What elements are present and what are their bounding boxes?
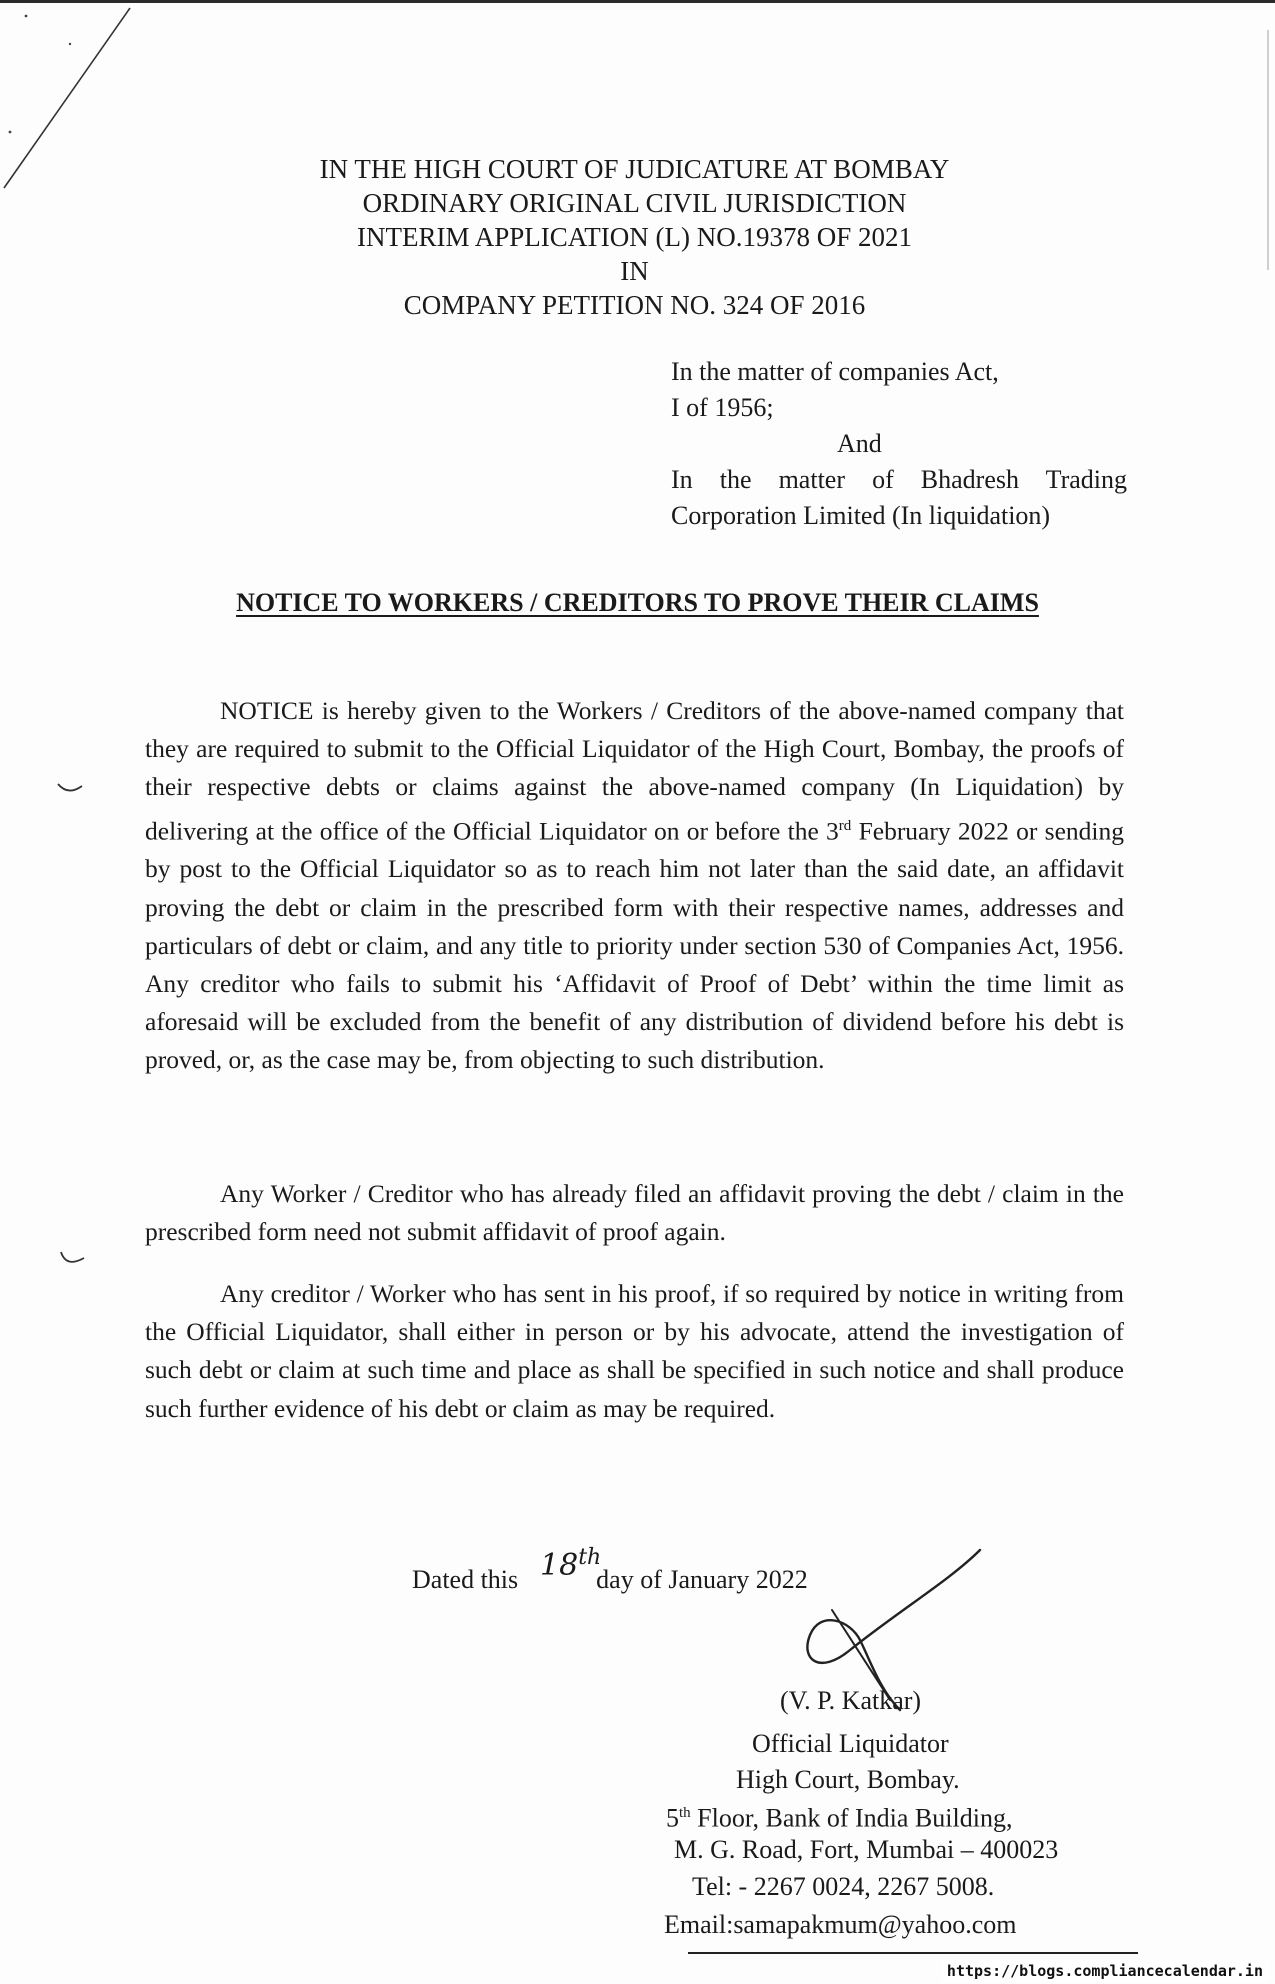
signatory-title: Official Liquidator (752, 1729, 949, 1758)
notice-title: NOTICE TO WORKERS / CREDITORS TO PROVE THEIR CLAIMS (236, 588, 1039, 617)
top-border-rule (0, 0, 1275, 3)
paragraph-3-text: Any creditor / Worker who has sent in his proof, if so required by notice in writing from the Official Liquidator, shall either in person or by his advocate, attend the investigation of such debt or claim at such time and place as shall be specified in such notice and shall produce such further evidence of his debt or claim as may be required. (145, 1279, 1124, 1423)
dated-prefix: Dated this (412, 1565, 519, 1594)
matter-line-3: In the matter of Bhadresh Trading (671, 465, 1127, 494)
notice-paragraph-1 (145, 692, 1124, 1080)
heading-line-2: ORDINARY ORIGINAL CIVIL JURISDICTION (362, 188, 907, 218)
paragraph-1-part-b: February 2022 or sending by post to the Official Liquidator so as to reach him not later than the said date, an affidavit proving the debt or claim in the prescribed form with their respective names, addresses and particulars of debt or claim, and any title to priority under section 530 of Companies Act, 1956. Any creditor who fails to submit his ‘Affidavit of Proof of Debt’ within the time limit as aforesaid will be excluded from the benefit of any distribution of dividend before his debt is proved, or, as the case may be, from objecting to such distribution. (145, 816, 1124, 1075)
signatory-address-1 (666, 1796, 1012, 1836)
paragraph-1-part-a: NOTICE is hereby given to the Workers / Creditors of the above-named company that they are required to submit to the Official Liquidator of the High Court, Bombay, the proofs of their respective debts or claims against the above-named company (In Liquidation) by delivering at the office of the Official Liquidator on or before the 3 (145, 696, 1124, 846)
dated-suffix: day of January 2022 (596, 1565, 808, 1594)
signatory-telephone: Tel: - 2267 0024, 2267 5008. (692, 1872, 995, 1901)
matter-line-1: In the matter of companies Act, (671, 357, 999, 386)
matter-block (671, 354, 1127, 534)
paragraph-2-text: Any Worker / Creditor who has already filed an affidavit proving the debt / claim in the prescribed form need not submit affidavit of proof again. (145, 1179, 1124, 1247)
source-watermark: https://blogs.compliancecalendar.in (941, 1960, 1269, 1982)
footer-rule (688, 1952, 1138, 1954)
court-heading (0, 152, 1275, 322)
handwritten-day-number: 18 (540, 1548, 579, 1583)
handwritten-day (540, 1545, 601, 1583)
address-floor-suffix: th (679, 1805, 691, 1821)
address-building: Floor, Bank of India Building, (690, 1803, 1013, 1833)
signatory-email: Email:samapakmum@yahoo.com (664, 1910, 1017, 1939)
matter-line-2: I of 1956; (671, 393, 774, 422)
signatory-court: High Court, Bombay. (736, 1765, 960, 1794)
margin-tick-mark-2 (58, 1250, 88, 1270)
paragraph-1-superscript: rd (838, 817, 852, 834)
heading-line-5: COMPANY PETITION NO. 324 OF 2016 (403, 290, 866, 320)
margin-tick-mark-1 (56, 780, 86, 798)
handwritten-day-suffix: th (578, 1545, 602, 1570)
signatory-name: (V. P. Katkar) (780, 1686, 922, 1715)
address-floor-number: 5 (666, 1803, 679, 1833)
notice-paragraph-2 (145, 1175, 1124, 1251)
matter-line-4: Corporation Limited (In liquidation) (671, 501, 1051, 530)
heading-line-1: IN THE HIGH COURT OF JUDICATURE AT BOMBAY (319, 154, 950, 184)
notice-paragraph-3 (145, 1275, 1124, 1428)
signatory-address-2: M. G. Road, Fort, Mumbai – 400023 (674, 1835, 1059, 1864)
heading-line-4: IN (620, 256, 649, 286)
matter-and: And (837, 429, 882, 458)
heading-line-3: INTERIM APPLICATION (L) NO.19378 OF 2021 (357, 222, 912, 252)
dated-line (412, 1565, 808, 1595)
